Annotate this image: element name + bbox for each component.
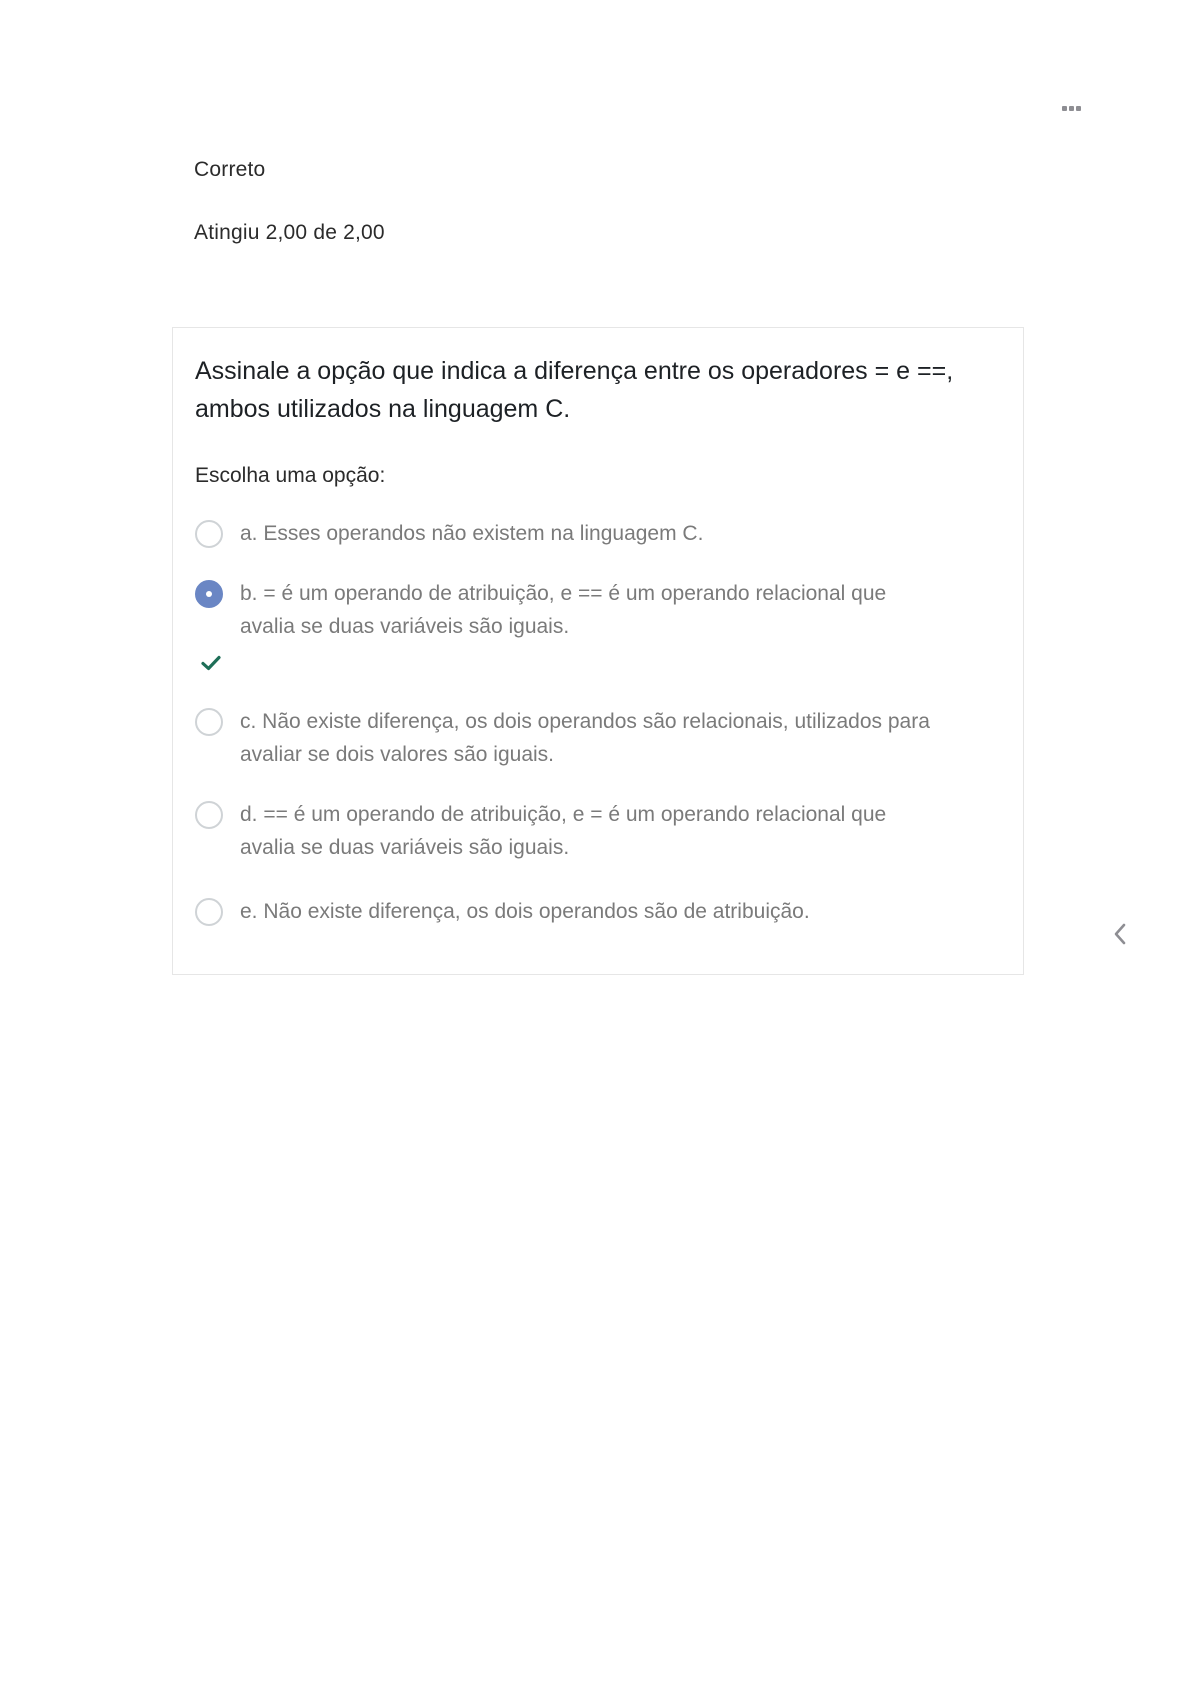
option-b[interactable] [195, 580, 955, 643]
option-a[interactable] [195, 520, 955, 550]
option-e[interactable] [195, 898, 955, 928]
chevron-left-icon[interactable] [1112, 922, 1128, 946]
option-d-radio[interactable] [195, 801, 223, 829]
option-c-radio[interactable] [195, 708, 223, 736]
option-c[interactable] [195, 708, 955, 771]
option-a-label: a. Esses operandos não existem na linguagem C. [240, 522, 704, 545]
question-card [172, 327, 1024, 975]
more-options-icon[interactable] [1062, 104, 1084, 113]
option-c-label: c. Não existe diferença, os dois operandos são relacionais, utilizados para avaliar se dois valores são iguais. [240, 710, 930, 766]
question-text: Assinale a opção que indica a diferença entre os operadores = e ==, ambos utilizados na linguagem C. [195, 357, 954, 423]
option-b-label: b. = é um operando de atribuição, e == é um operando relacional que avalia se duas variáveis são iguais. [240, 582, 887, 638]
question-grade: Atingiu 2,00 de 2,00 [194, 221, 385, 244]
option-b-radio[interactable] [195, 580, 223, 608]
answer-prompt: Escolha uma opção: [195, 464, 386, 487]
option-d-label: d. == é um operando de atribuição, e = é um operando relacional que avalia se duas variáveis são iguais. [240, 803, 887, 859]
option-a-radio[interactable] [195, 520, 223, 548]
question-status: Correto [194, 158, 266, 181]
option-e-label: e. Não existe diferença, os dois operandos são de atribuição. [240, 900, 810, 923]
option-d[interactable] [195, 801, 955, 864]
checkmark-icon [201, 655, 221, 671]
option-e-radio[interactable] [195, 898, 223, 926]
